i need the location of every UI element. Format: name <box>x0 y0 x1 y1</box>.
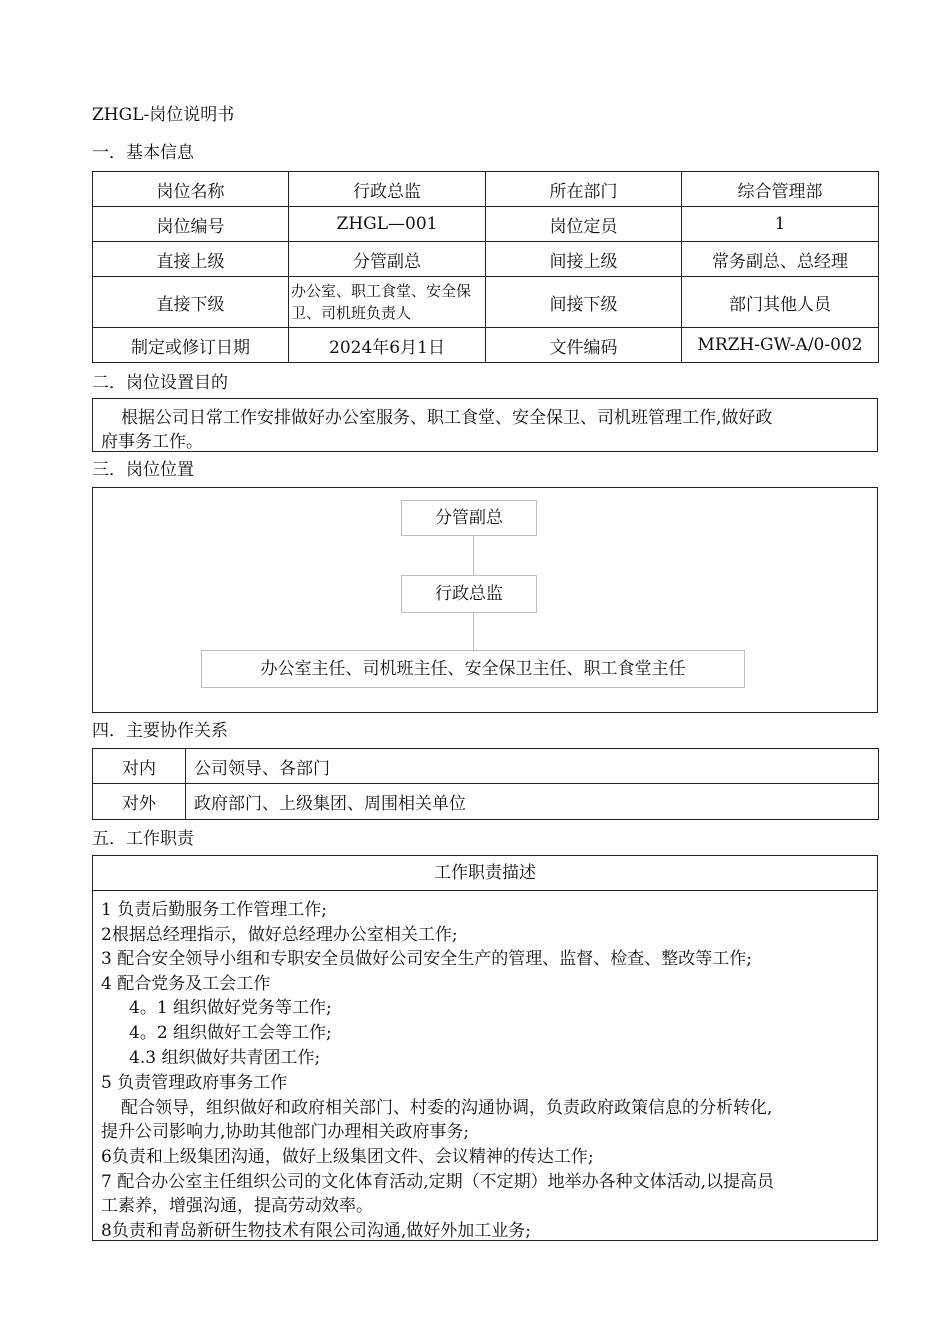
value-cell: MRZH-GW-A/0-002 <box>682 328 879 363</box>
duties-list <box>92 889 878 1241</box>
duty-item: 8负责和青岛新研生物技术有限公司沟通,做好外加工业务; <box>101 1221 531 1241</box>
value-cell: 2024年6月1日 <box>289 328 486 363</box>
document-title: ZHGL-岗位说明书 <box>92 105 235 125</box>
label-cell: 直接上级 <box>93 242 289 277</box>
duty-item: 1 负责后勤服务工作管理工作; <box>101 900 327 920</box>
label-cell: 岗位定员 <box>486 207 682 242</box>
value-cell: 综合管理部 <box>682 172 879 207</box>
table-row <box>93 784 879 820</box>
section-basic-info-heading: 一．基本信息 <box>92 143 194 163</box>
label-cell: 岗位名称 <box>93 172 289 207</box>
relation-type-cell: 对内 <box>93 749 186 784</box>
duty-subitem: 4。1 组织做好党务等工作; <box>129 998 332 1018</box>
duty-item: 6负责和上级集团沟通，做好上级集团文件、会议精神的传达工作; <box>101 1147 594 1167</box>
table-row <box>93 749 879 784</box>
duties-table-header: 工作职责描述 <box>92 855 878 891</box>
section-cooperation-heading: 四．主要协作关系 <box>92 721 228 741</box>
label-cell: 制定或修订日期 <box>93 328 289 363</box>
purpose-text-line: 府事务工作。 <box>101 432 203 452</box>
basic-info-table <box>92 171 879 363</box>
org-chart-frame <box>92 487 878 713</box>
org-box-current-position: 行政总监 <box>401 575 537 613</box>
org-connector-line <box>473 535 474 575</box>
relation-parties-cell: 政府部门、上级集团、周围相关单位 <box>186 784 879 820</box>
duty-item: 7 配合办公室主任组织公司的文化体育活动,定期（不定期）地举办各种文体活动,以提高员 <box>101 1172 775 1192</box>
purpose-box <box>92 398 878 452</box>
relation-type-cell: 对外 <box>93 784 186 820</box>
duty-item: 4 配合党务及工会工作 <box>101 974 271 994</box>
value-cell: 常务副总、总经理 <box>682 242 879 277</box>
duty-item: 5 负责管理政府事务工作 <box>101 1073 288 1093</box>
duty-item: 3 配合安全领导小组和专职安全员做好公司安全生产的管理、监督、检查、整改等工作; <box>101 949 752 969</box>
value-cell: 办公室、职工食堂、安全保卫、司机班负责人 <box>289 277 486 328</box>
org-box-subordinates: 办公室主任、司机班主任、安全保卫主任、职工食堂主任 <box>201 650 745 688</box>
value-cell: 部门其他人员 <box>682 277 879 328</box>
duty-item: 2根据总经理指示，做好总经理办公室相关工作; <box>101 925 458 945</box>
table-row <box>93 277 879 328</box>
table-row <box>93 207 879 242</box>
value-cell: 分管副总 <box>289 242 486 277</box>
label-cell: 所在部门 <box>486 172 682 207</box>
table-row <box>93 242 879 277</box>
purpose-text-line: 根据公司日常工作安排做好办公室服务、职工食堂、安全保卫、司机班管理工作,做好政 <box>121 408 773 428</box>
label-cell: 间接下级 <box>486 277 682 328</box>
label-cell: 文件编码 <box>486 328 682 363</box>
label-cell: 间接上级 <box>486 242 682 277</box>
section-duties-heading: 五．工作职责 <box>92 829 194 849</box>
cooperation-table <box>92 748 879 820</box>
table-row <box>93 328 879 363</box>
duty-detail-line: 提升公司影响力,协助其他部门办理相关政府事务; <box>101 1122 470 1142</box>
section-purpose-heading: 二．岗位设置目的 <box>92 373 228 393</box>
relation-parties-cell: 公司领导、各部门 <box>186 749 879 784</box>
label-cell: 岗位编号 <box>93 207 289 242</box>
value-cell: 行政总监 <box>289 172 486 207</box>
org-box-supervisor: 分管副总 <box>401 500 537 536</box>
table-row <box>93 172 879 207</box>
org-connector-line <box>473 612 474 650</box>
duty-detail-line: 配合领导，组织做好和政府相关部门、村委的沟通协调，负责政府政策信息的分析转化, <box>121 1098 773 1118</box>
section-position-heading: 三．岗位位置 <box>92 460 194 480</box>
value-cell: 1 <box>682 207 879 242</box>
value-cell: ZHGL—001 <box>289 207 486 242</box>
duty-subitem: 4.3 组织做好共青团工作; <box>129 1048 321 1068</box>
label-cell: 直接下级 <box>93 277 289 328</box>
duty-subitem: 4。2 组织做好工会等工作; <box>129 1023 332 1043</box>
duty-detail-line: 工素养，增强沟通，提高劳动效率。 <box>101 1196 373 1216</box>
